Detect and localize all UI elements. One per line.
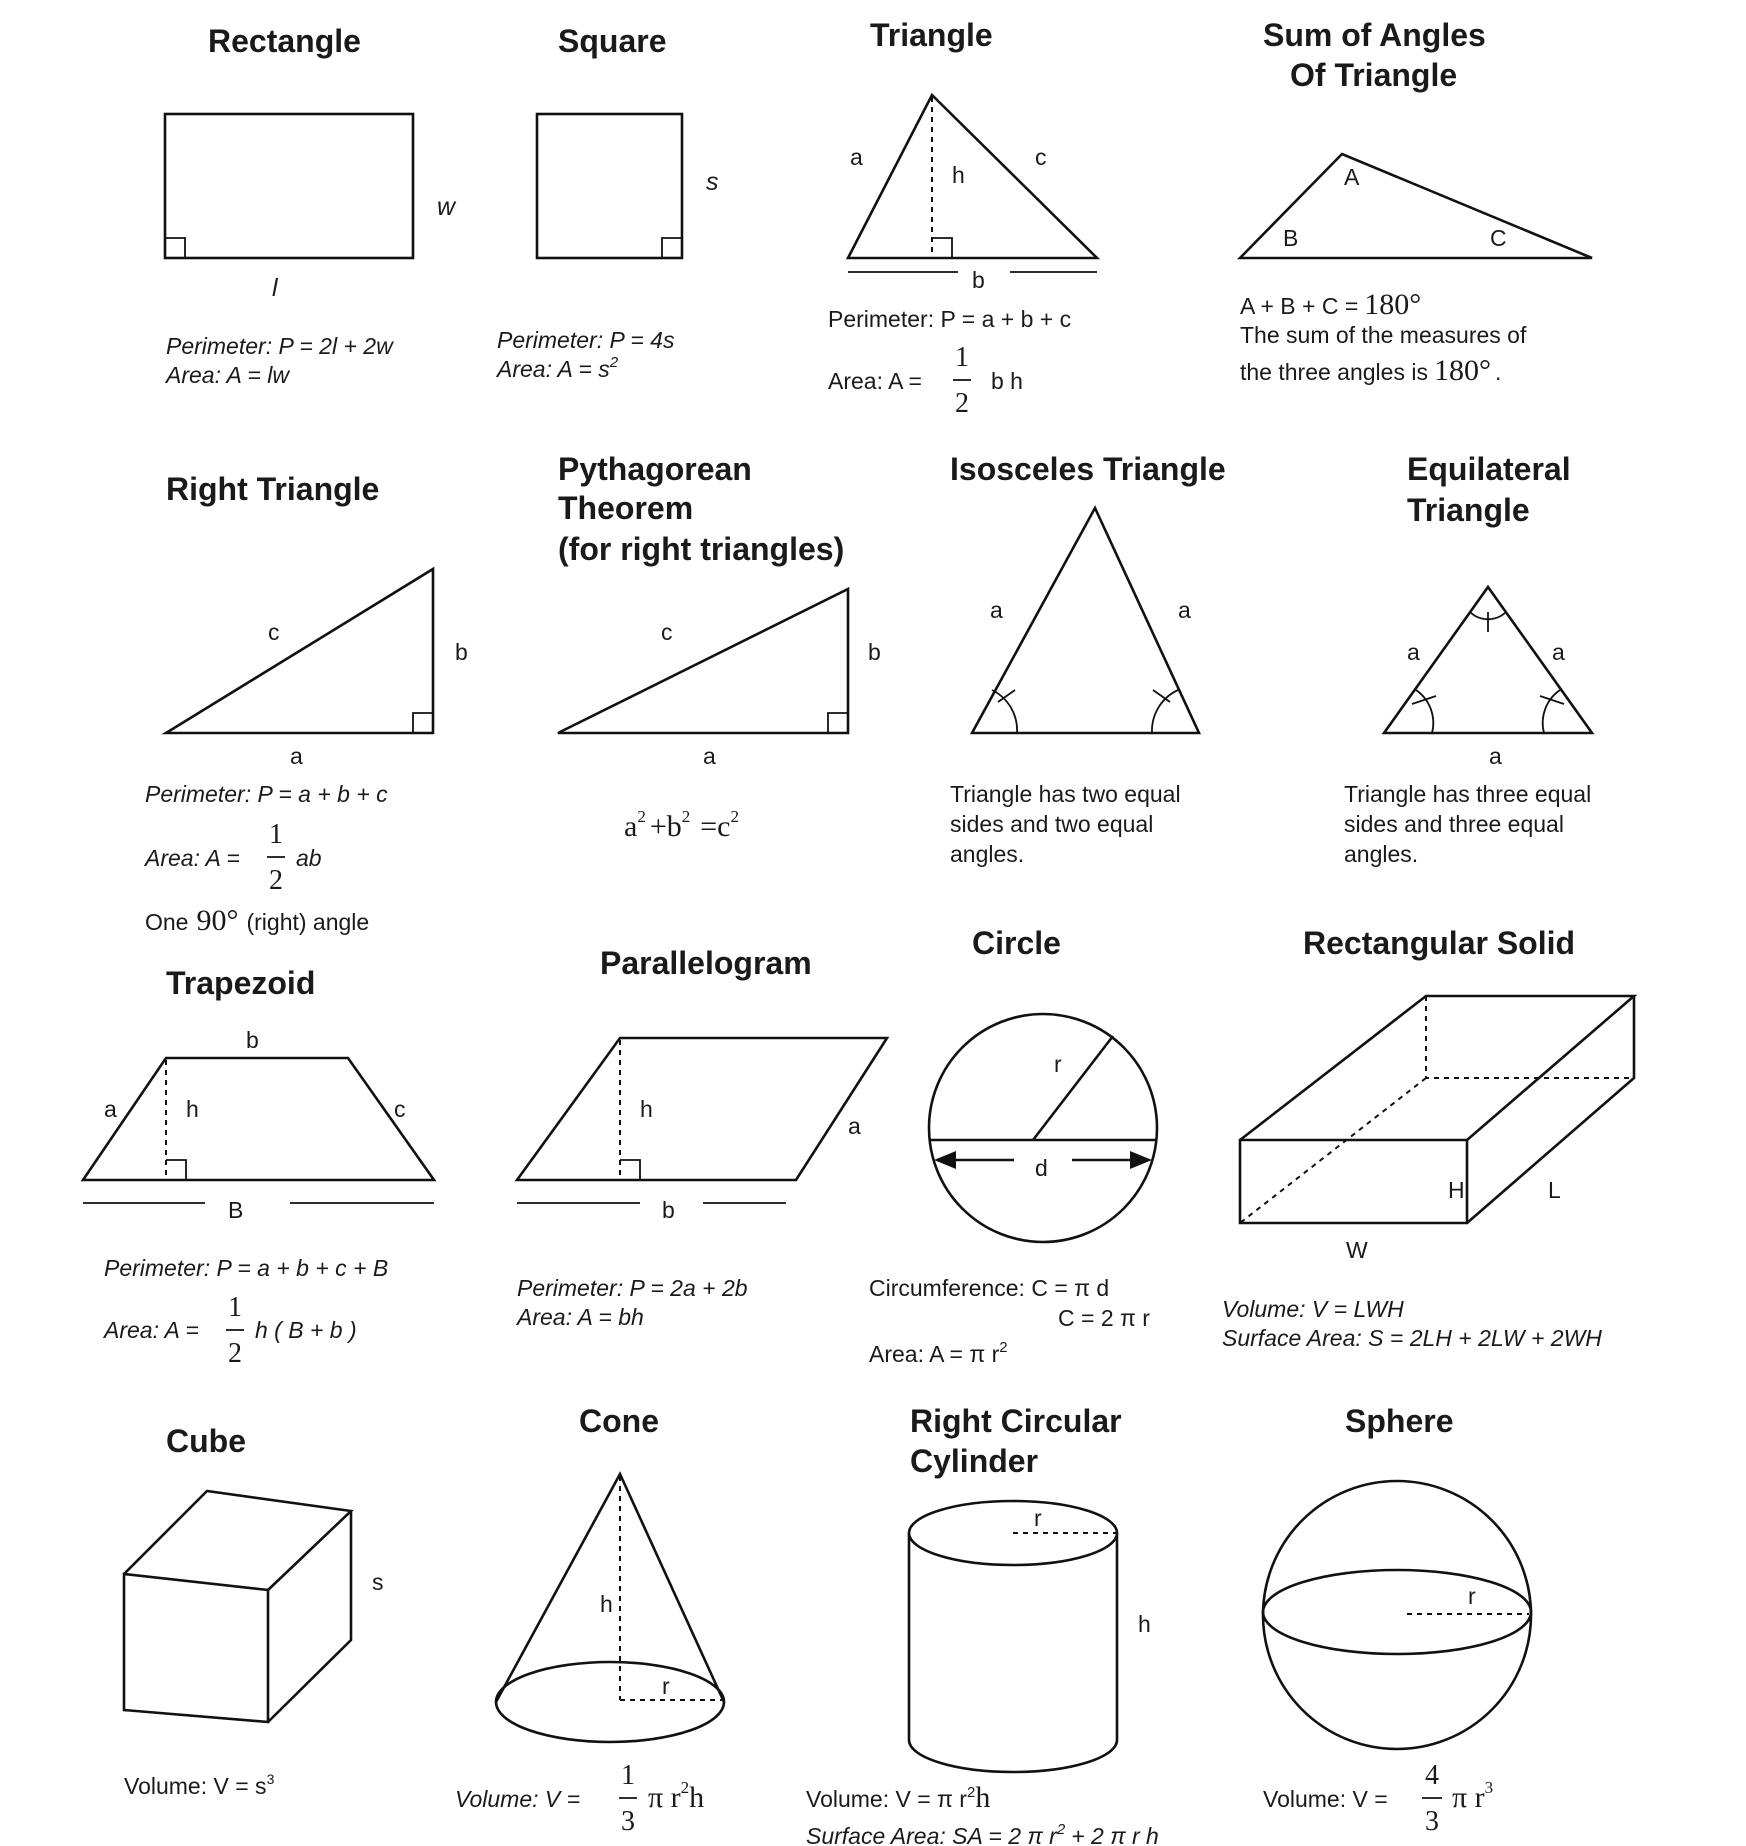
right-triangle-area-suffix: ab [296,845,322,871]
cone-title: Cone [579,1403,659,1439]
trapezoid-area-prefix: Area: A = [104,1317,199,1343]
circle-circumference-1: Circumference: C = π d [869,1275,1110,1301]
fraction-numerator: 1 [955,342,969,373]
cube-volume: Volume: $V = s^3$ [124,1771,275,1799]
fraction-denominator: 3 [621,1806,635,1837]
parallelogram-title: Parallelogram [600,945,812,981]
sum-angles-equation: A + B + C = 180° [1240,288,1422,321]
cube-title: Cube [166,1423,246,1459]
cube-front-face [124,1574,268,1722]
equilateral-panel [1344,451,1592,867]
triangle-panel [828,17,1097,419]
triangle-area-prefix: Area: A = [828,368,922,394]
square-panel [495,23,719,382]
equilateral-text-line1: Triangle has three equal [1344,781,1592,807]
right-triangle-panel [143,471,468,937]
right-triangle-diagram [166,569,433,733]
circle-panel [869,925,1157,1367]
rectangular-solid-panel [1222,925,1634,1351]
solid-front-face [1240,1140,1467,1223]
pythagorean-title-line2: Theorem [558,490,694,526]
circle-area: Area: A = π $r^2$ [869,1339,1008,1367]
right-angle-marker [932,238,952,258]
trapezoid-height-label: h [186,1096,199,1122]
cylinder-radius-label: r [1034,1505,1042,1531]
parallelogram-diagram [517,1038,887,1180]
angle-c-label: C [1490,225,1507,251]
leg-b-label: b [455,639,468,665]
right-angle-marker [828,713,848,733]
sum-angles-text-line2: the three angles is 180° . [1240,354,1502,387]
isosceles-title: Isosceles Triangle [950,451,1226,487]
circle-title: Circle [972,925,1061,961]
angle-arc [1152,690,1178,733]
square-perimeter: Perimeter: P = 4s [497,327,675,353]
parallelogram-side-a-label: a [848,1113,861,1139]
arrowhead-right-icon [1130,1151,1152,1169]
sum-of-angles-panel [1240,17,1592,387]
triangle-side-c-label: c [1035,144,1047,170]
sum-angles-title-line2: Of Triangle [1290,57,1458,93]
equilateral-right-label: a [1552,639,1565,665]
rect-solid-surface: Surface Area: S = 2LH + 2LW + 2WH [1222,1325,1602,1351]
pythagorean-panel [558,451,881,843]
sum-angles-title-line1: Sum of Angles [1263,17,1486,53]
rectangle-title: Rectangle [208,23,361,59]
equilateral-title-line2: Triangle [1407,492,1530,528]
cylinder-title-line2: Cylinder [910,1443,1039,1479]
rect-solid-width-label: W [1346,1237,1368,1263]
rect-solid-length-label: L [1548,1177,1561,1203]
circle-diameter-label: d [1035,1155,1048,1181]
parallelogram-panel [515,945,887,1330]
pythagorean-b-label: b [868,639,881,665]
rect-solid-height-label: H [1448,1177,1465,1203]
triangle-side-a-label: a [850,144,863,170]
right-angle-marker [166,1160,186,1180]
triangle-diagram [848,95,1097,258]
cylinder-title-line1: Right Circular [910,1403,1122,1439]
circle-radius-label: r [1054,1051,1062,1077]
cube-top-face [124,1491,351,1590]
arrowhead-left-icon [934,1151,956,1169]
square-diagram [537,114,682,258]
triangle-height-label: h [952,162,965,188]
cylinder-bottom [909,1740,1117,1772]
solid-top-face [1240,996,1634,1140]
rectangle-area: Area: A = lw [166,362,289,388]
sphere-volume-prefix: Volume: V = [1263,1786,1388,1812]
cone-sides [496,1474,724,1702]
parallelogram-area: Area: A = bh [517,1304,644,1330]
right-triangle-title: Right Triangle [166,471,380,507]
fraction-numerator: 1 [621,1760,635,1791]
angle-b-label: B [1283,225,1299,251]
trapezoid-diagram [83,1058,434,1180]
cone-panel [455,1403,724,1837]
angle-a-label: A [1344,164,1360,190]
equilateral-title-line1: Equilateral [1407,451,1571,487]
sphere-volume-suffix: π $r^3$ [1452,1778,1494,1814]
cone-height-label: h [600,1591,613,1617]
isosceles-text-line2: sides and two equal [950,811,1154,837]
equilateral-left-label: a [1407,639,1420,665]
hypotenuse-c-label: c [268,619,280,645]
isosceles-panel [950,451,1226,867]
sphere-title: Sphere [1345,1403,1454,1439]
right-angle-note: One 90° (right) angle [145,904,370,937]
radius-line [1033,1036,1113,1140]
pythagorean-triangle [558,589,848,733]
trapezoid-perimeter: Perimeter: P = a + b + c + B [104,1255,389,1281]
rectangle-length-label: l [272,274,278,302]
trapezoid-side-a-label: a [104,1096,117,1122]
triangle-perimeter: Perimeter: P = a + b + c [828,306,1072,332]
parallelogram-base-label: b [662,1197,675,1223]
equilateral-bottom-label: a [1489,743,1502,769]
sum-angles-text-line1: The sum of the measures of [1240,322,1527,348]
leg-a-label: a [290,743,303,769]
fraction-numerator: 1 [228,1292,242,1323]
trapezoid-area-suffix: h ( B + b ) [255,1317,357,1343]
cone-radius-label: r [662,1673,670,1699]
trapezoid-top-b-label: b [246,1027,259,1053]
sphere-equator [1263,1570,1531,1654]
cone-base [496,1662,724,1742]
cube-panel [124,1423,384,1799]
rect-solid-title: Rectangular Solid [1303,925,1576,961]
angle-arc [1416,690,1433,733]
square-side-label: s [706,168,719,196]
fraction-denominator: 2 [955,388,969,419]
rectangle-width-label: w [437,193,456,221]
pythagorean-title-line3: (for right triangles) [558,531,845,567]
parallelogram-height-label: h [640,1096,653,1122]
circle-circumference-2: C = 2 π r [1058,1305,1150,1331]
right-triangle-area-prefix: Area: A = [145,845,240,871]
cylinder-height-label: h [1138,1611,1151,1637]
rectangle-perimeter: Perimeter: P = 2l + 2w [166,333,393,359]
triangle-area-suffix: b h [991,368,1023,394]
right-angle-marker [165,238,185,258]
right-angle-marker [662,238,682,258]
trapezoid-side-c-label: c [394,1096,406,1122]
right-angle-marker [620,1160,640,1180]
fraction-denominator: 2 [269,865,283,896]
sphere-panel [1263,1403,1531,1837]
isosceles-text-line3: angles. [950,841,1025,867]
cylinder-surface: Surface Area: SA = 2 π $r^2 + 2$ π r h [806,1821,1159,1846]
trapezoid-base-B-label: B [228,1197,244,1223]
pythagorean-a-label: a [703,743,716,769]
fraction-numerator: 4 [1425,1760,1439,1791]
triangle-title: Triangle [870,17,993,53]
cone-volume-suffix: π $r^2h$ [648,1778,705,1814]
sphere-radius-label: r [1468,1583,1476,1609]
parallelogram-perimeter: Perimeter: P = 2a + 2b [517,1275,748,1301]
cube-side-edges [268,1511,351,1722]
fraction-denominator: 2 [228,1338,242,1369]
equilateral-text-line2: sides and three equal [1344,811,1564,837]
equilateral-text-line3: angles. [1344,841,1419,867]
cylinder-volume: Volume: V = π $r^2h$ [806,1781,991,1814]
pythagorean-equation: $a^2 +b^2 =c^2$ [624,807,739,843]
trapezoid-title: Trapezoid [166,965,316,1001]
square-title: Square [558,23,667,59]
cylinder-panel [806,1403,1159,1846]
rect-solid-volume: Volume: V = LWH [1222,1296,1404,1322]
fraction-numerator: 1 [269,819,283,850]
pythagorean-c-label: c [661,619,673,645]
cone-volume-prefix: Volume: V = [455,1786,581,1812]
isosceles-left-label: a [990,597,1003,623]
hidden-edges [1240,996,1634,1223]
isosceles-right-label: a [1178,597,1191,623]
isosceles-text-line1: Triangle has two equal [950,781,1181,807]
angle-arc [1543,690,1560,733]
triangle-base-label: b [972,267,985,293]
trapezoid-panel [83,965,434,1369]
fraction-denominator: 3 [1425,1806,1439,1837]
right-triangle-perimeter: Perimeter: P = a + b + c [145,781,388,807]
pythagorean-title-line1: Pythagorean [558,451,752,487]
square-area: Area: $A = s^2$ [497,354,619,382]
rectangle-diagram [165,114,413,258]
rectangle-panel [164,23,457,388]
right-angle-marker [413,713,433,733]
cube-side-label: s [372,1569,384,1595]
